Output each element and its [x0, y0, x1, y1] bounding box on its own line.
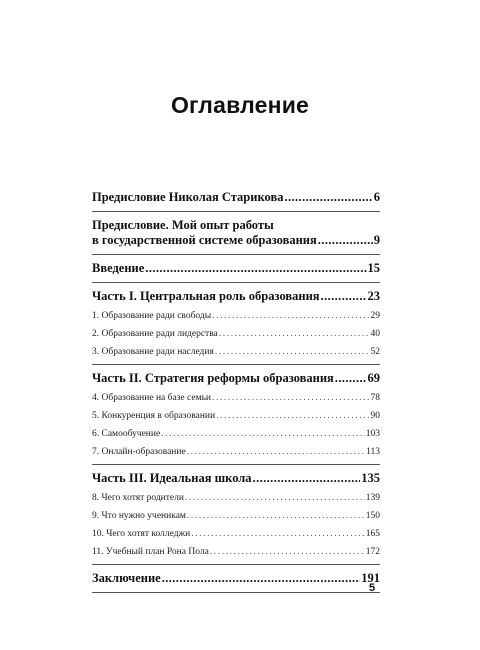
toc-group-part-2	[92, 365, 380, 464]
toc-entry-chapter-1[interactable]	[92, 310, 380, 322]
table-of-contents	[92, 190, 380, 593]
dot-leader	[187, 446, 365, 458]
dot-leader	[185, 492, 365, 504]
entry-page: 23	[367, 289, 380, 303]
toc-entry-conclusion[interactable]	[92, 571, 380, 586]
entry-page: 165	[365, 529, 380, 539]
entry-page: 40	[370, 329, 380, 339]
toc-entry-chapter-9[interactable]	[92, 510, 380, 522]
toc-entry-preface-starikov[interactable]	[92, 190, 380, 205]
toc-entry-chapter-3[interactable]	[92, 346, 380, 358]
toc-entry-chapter-7[interactable]	[92, 446, 380, 458]
toc-entry-chapter-4[interactable]	[92, 392, 380, 404]
toc-group-intro	[92, 255, 380, 282]
dot-leader	[284, 190, 372, 205]
dot-leader	[162, 571, 361, 586]
entry-label: Заключение	[92, 571, 161, 585]
entry-page: 9	[373, 233, 380, 247]
entry-label: Часть II. Стратегия реформы образования	[92, 371, 334, 385]
entry-page: 69	[367, 371, 380, 385]
dot-leader	[161, 428, 365, 440]
toc-group-preface1	[92, 190, 380, 211]
toc-entry-chapter-11[interactable]	[92, 546, 380, 558]
entry-label-line2: в государственной системе образования	[92, 233, 317, 247]
toc-entry-chapter-10[interactable]	[92, 528, 380, 540]
dot-leader	[335, 371, 367, 386]
toc-entry-part-1[interactable]	[92, 289, 380, 304]
toc-group-conclusion	[92, 565, 380, 592]
entry-label: Предисловие Николая Старикова	[92, 190, 284, 204]
toc-entry-chapter-8[interactable]	[92, 492, 380, 504]
entry-page: 6	[373, 190, 380, 204]
toc-group-preface2	[92, 212, 380, 254]
toc-entry-part-2[interactable]	[92, 371, 380, 386]
dot-leader	[210, 546, 365, 558]
separator-line	[92, 592, 380, 593]
toc-entry-introduction[interactable]	[92, 261, 380, 276]
dot-leader	[145, 261, 366, 276]
dot-leader	[191, 528, 365, 540]
entry-label: 5. Конкуренция в образовании	[92, 411, 216, 421]
dot-leader	[321, 289, 367, 304]
dot-leader	[212, 310, 369, 322]
entry-label: 9. Что нужно ученикам	[92, 511, 186, 521]
page-title: Оглавление	[170, 92, 310, 118]
entry-page: 90	[370, 411, 380, 421]
dot-leader	[187, 510, 365, 522]
page-number: 5	[369, 582, 376, 594]
toc-group-part-3	[92, 465, 380, 564]
dot-leader	[216, 410, 369, 422]
toc-entry-chapter-6[interactable]	[92, 428, 380, 440]
entry-label: 2. Образование ради лидерства	[92, 329, 218, 339]
entry-label: 1. Образование ради свободы	[92, 311, 212, 321]
toc-entry-part-3[interactable]	[92, 471, 380, 486]
entry-label: 4. Образование на базе семьи	[92, 393, 211, 403]
entry-label: 7. Онлайн-образование	[92, 447, 186, 457]
entry-page: 191	[361, 571, 380, 585]
toc-entry-preface-experience[interactable]	[92, 218, 380, 248]
entry-label: 10. Чего хотят колледжи	[92, 529, 191, 539]
entry-page: 29	[370, 311, 380, 321]
entry-label: 11. Учебный план Рона Пола	[92, 547, 209, 557]
entry-page: 139	[365, 493, 380, 503]
entry-page: 135	[361, 471, 380, 485]
entry-page: 52	[370, 347, 380, 357]
entry-page: 15	[367, 261, 380, 275]
entry-label: Часть III. Идеальная школа	[92, 471, 252, 485]
toc-entry-chapter-5[interactable]	[92, 410, 380, 422]
entry-page: 78	[370, 393, 380, 403]
entry-label: 8. Чего хотят родители	[92, 493, 184, 503]
entry-page: 172	[365, 547, 380, 557]
entry-page: 113	[366, 447, 380, 457]
dot-leader	[212, 392, 370, 404]
toc-group-part-1	[92, 283, 380, 364]
entry-label: 3. Образование ради наследия	[92, 347, 214, 357]
entry-label: 6. Самообучение	[92, 429, 161, 439]
dot-leader	[219, 328, 370, 340]
dot-leader	[318, 233, 373, 248]
toc-entry-chapter-2[interactable]	[92, 328, 380, 340]
entry-page: 150	[365, 511, 380, 521]
dot-leader	[253, 471, 361, 486]
entry-line2	[92, 233, 380, 248]
entry-page: 103	[365, 429, 380, 439]
entry-label: Введение	[92, 261, 145, 275]
entry-label: Часть I. Центральная роль образования	[92, 289, 320, 303]
entry-label-line1: Предисловие. Мой опыт работы	[92, 218, 274, 232]
dot-leader	[215, 346, 370, 358]
